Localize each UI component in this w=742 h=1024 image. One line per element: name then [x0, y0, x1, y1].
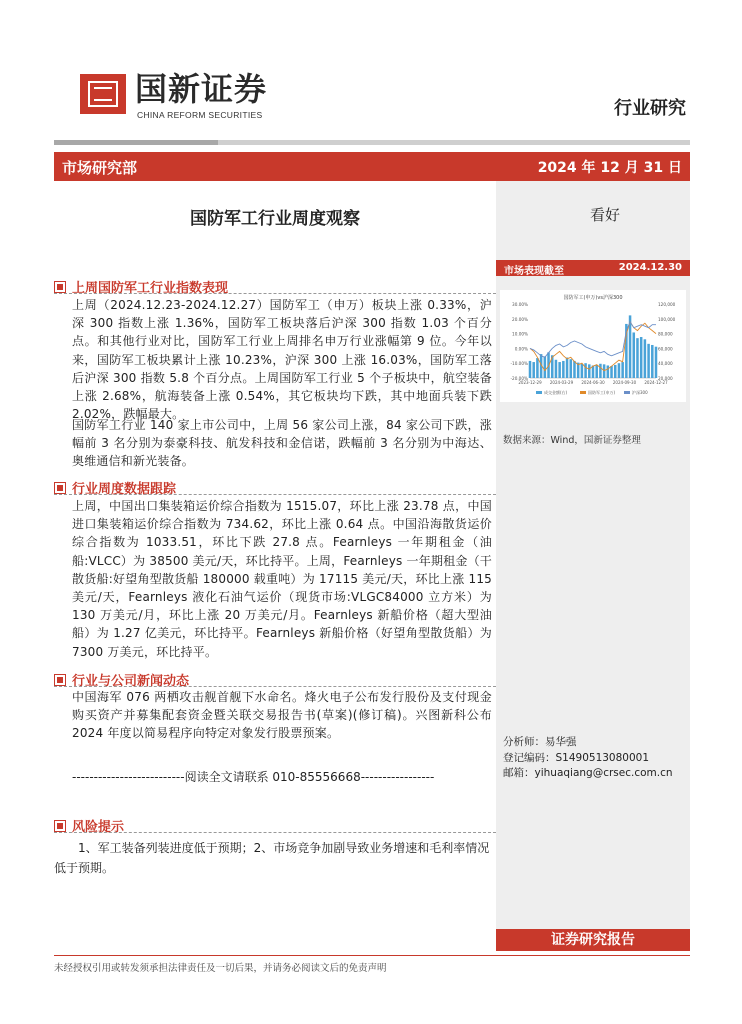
volume-bar — [603, 364, 606, 378]
volume-bar — [644, 339, 647, 378]
analyst-cert: 登记编码：S1490513080001 — [503, 752, 650, 764]
report-title: 国防军工行业周度观察 — [190, 209, 360, 229]
legend-label: 成交金额(右) — [544, 390, 568, 395]
legend-swatch — [580, 391, 586, 394]
y-right-tick-label: 40,000 — [658, 361, 673, 367]
volume-bar — [621, 362, 624, 378]
volume-bar — [581, 364, 584, 378]
footer-disclaimer: 未经授权引用或转发须承担法律责任及一切后果，并请务必阅读文后的免责声明 — [54, 963, 387, 974]
contact-line: --------------------------阅读全文请联系 010-85556668----------------- — [72, 770, 435, 784]
paragraph-news: 中国海军 076 两栖攻击舰首舰下水命名。烽火电子公布发行股份及支付现金购买资产并募集配套资金暨关联交易报告书(草案)(修订稿)。兴图新科公布 2024 年度以简易程序向特定对象发行股票预案。 — [72, 690, 492, 741]
y-left-tick-label: -20.00% — [510, 376, 528, 381]
y-right-tick-label: 100,000 — [658, 316, 676, 322]
performance-chart-svg — [500, 290, 686, 402]
y-left-tick-label: 10.00% — [512, 331, 528, 337]
volume-bar — [655, 347, 658, 378]
header-divider-dark — [54, 140, 218, 145]
legend-label: 国防军工(申万) — [588, 390, 616, 395]
section-heading-text: 上周国防军工行业指数表现 — [72, 281, 229, 296]
section-bullet-icon — [54, 482, 66, 494]
paragraph-weekly-data: 上周，中国出口集装箱运价综合指数为 1515.07，环比上涨 23.78 点，中国进口集装箱运价综合指数为 734.62，环比上涨 0.64 点。中国沿海散货运价综合指数为 1033.51，环比下跌 27.8 点。Fearnleys 一年期租金（油船:VLCC）为 38500 美元/天，环比持平。上周，Fearnleys 一年期租金（干散货船:好望角型散货船 180000 载重吨）为 17115 美元/天，环比上涨 115 美元/天，Fearnleys 液化石油气运价（现货市场:VLGC84000 立方米）为 130 万美元/月，环比上涨 20 万美元/月。Fearnleys 新船价格（超大型油船）为 1.27 亿美元，环比持平。Fearnleys 新船价格（好望角型散货船）为 7300 万美元，环比持平。 — [72, 499, 492, 659]
section-bullet-icon — [54, 281, 66, 293]
department-band — [54, 152, 690, 181]
brand-logo-icon — [80, 74, 126, 114]
department-label: 市场研究部 — [62, 159, 138, 177]
x-tick-label: 2024-12-27 — [644, 380, 668, 385]
section-divider — [54, 832, 496, 834]
section-bullet-icon — [54, 674, 66, 686]
report-date: 2024 年 12 月 31 日 — [537, 160, 682, 176]
brand-name: 国新证券 — [135, 70, 268, 108]
risk-text — [54, 838, 496, 878]
legend-label: 沪深300 — [632, 390, 648, 395]
performance-date: 2024.12.30 — [618, 262, 682, 273]
market-performance-band — [496, 260, 690, 276]
section-heading-text: 行业周度数据跟踪 — [72, 482, 177, 497]
section-divider — [54, 293, 496, 295]
header-divider-light — [218, 140, 690, 145]
x-tick-label: 2023-12-29 — [518, 380, 542, 385]
y-right-tick-label: 20,000 — [658, 376, 673, 381]
volume-bar — [584, 363, 587, 378]
volume-bar — [640, 337, 643, 378]
volume-bar — [607, 365, 610, 378]
volume-bar — [647, 344, 650, 378]
analyst-name: 分析师：易华强 — [503, 736, 577, 748]
performance-chart — [500, 290, 686, 402]
brand-name-english: CHINA REFORM SECURITIES — [137, 110, 263, 120]
volume-bar — [532, 362, 535, 378]
volume-bar — [562, 361, 565, 378]
x-tick-label: 2024-03-29 — [549, 380, 574, 385]
section-bullet-icon — [54, 820, 66, 832]
section-divider — [54, 494, 496, 496]
chart-title: 国防军工(申万)vs沪深300 — [563, 295, 623, 301]
section-heading-text: 风险提示 — [72, 820, 125, 835]
volume-bar — [570, 359, 573, 378]
section-heading-text: 行业与公司新闻动态 — [72, 674, 190, 689]
volume-bar — [544, 356, 547, 378]
y-left-tick-label: 20.00% — [512, 316, 528, 322]
volume-bar — [633, 332, 636, 378]
y-left-tick-label: 30.00% — [512, 302, 528, 307]
legend-swatch — [536, 391, 542, 394]
legend-swatch — [624, 391, 630, 394]
x-tick-label: 2024-06-30 — [581, 380, 605, 385]
volume-bar — [558, 362, 561, 378]
volume-bar — [636, 338, 639, 378]
industry-rating: 看好 — [590, 206, 621, 224]
x-tick-label: 2024-09-30 — [612, 380, 637, 385]
paragraph-company-movers: 国防军工行业 140 家上市公司中，上周 56 家公司上涨，84 家公司下跌，涨幅前 3 名分别为泰豪科技、航发科技和金信诺，跌幅前 3 名分别为中海达、奥维通信和新光装备。 — [72, 418, 492, 469]
volume-bar — [588, 364, 591, 378]
y-right-tick-label: 120,000 — [658, 302, 676, 307]
footer-divider — [54, 955, 690, 956]
volume-bar — [536, 358, 539, 378]
volume-bar — [599, 364, 602, 378]
volume-bar — [566, 358, 569, 378]
volume-bar — [618, 363, 621, 378]
paragraph-index-performance: 上周（2024.12.23-2024.12.27）国防军工（申万）板块上涨 0.33%，沪深 300 指数上涨 1.36%，国防军工板块落后沪深 300 指数 1.03 个百分点。和其他行业对比，国防军工行业上周排名申万行业涨幅第 9 位。今年以来，国防军工板块累计上涨 10.23%，沪深 300 上涨 16.03%，国防军工落后沪深 300 指数 5.8 个百分点。上周国防军工行业 5 个子板块中，航空装备上涨 2.68%，航海装备上涨 0.54%，其它板块均下跌，其中地面兵装下跌 2.02%，跌幅最大。 — [72, 298, 492, 422]
y-right-tick-label: 80,000 — [658, 331, 673, 337]
y-left-tick-label: -10.00% — [510, 361, 528, 367]
y-right-tick-label: 60,000 — [658, 346, 673, 352]
volume-bar — [610, 366, 613, 378]
volume-bar — [595, 365, 598, 378]
analyst-email: 邮箱：yihuaqiang@crsec.com.cn — [503, 767, 673, 779]
volume-bar — [614, 365, 617, 378]
document-type: 行业研究 — [614, 98, 686, 119]
volume-bar — [529, 361, 532, 378]
report-type-band: 证券研究报告 — [496, 929, 690, 951]
y-left-tick-label: 0.00% — [514, 346, 528, 352]
data-source: 数据来源：Wind，国新证券整理 — [503, 435, 641, 446]
risk-text-content: 1、军工装备列装进度低于预期；2、市场竞争加剧导致业务增速和毛利率情况低于预期。 — [54, 841, 490, 875]
volume-bar — [573, 361, 576, 378]
performance-label: 市场表现截至 — [504, 266, 564, 277]
volume-bar — [555, 360, 558, 378]
volume-bar — [651, 345, 654, 378]
